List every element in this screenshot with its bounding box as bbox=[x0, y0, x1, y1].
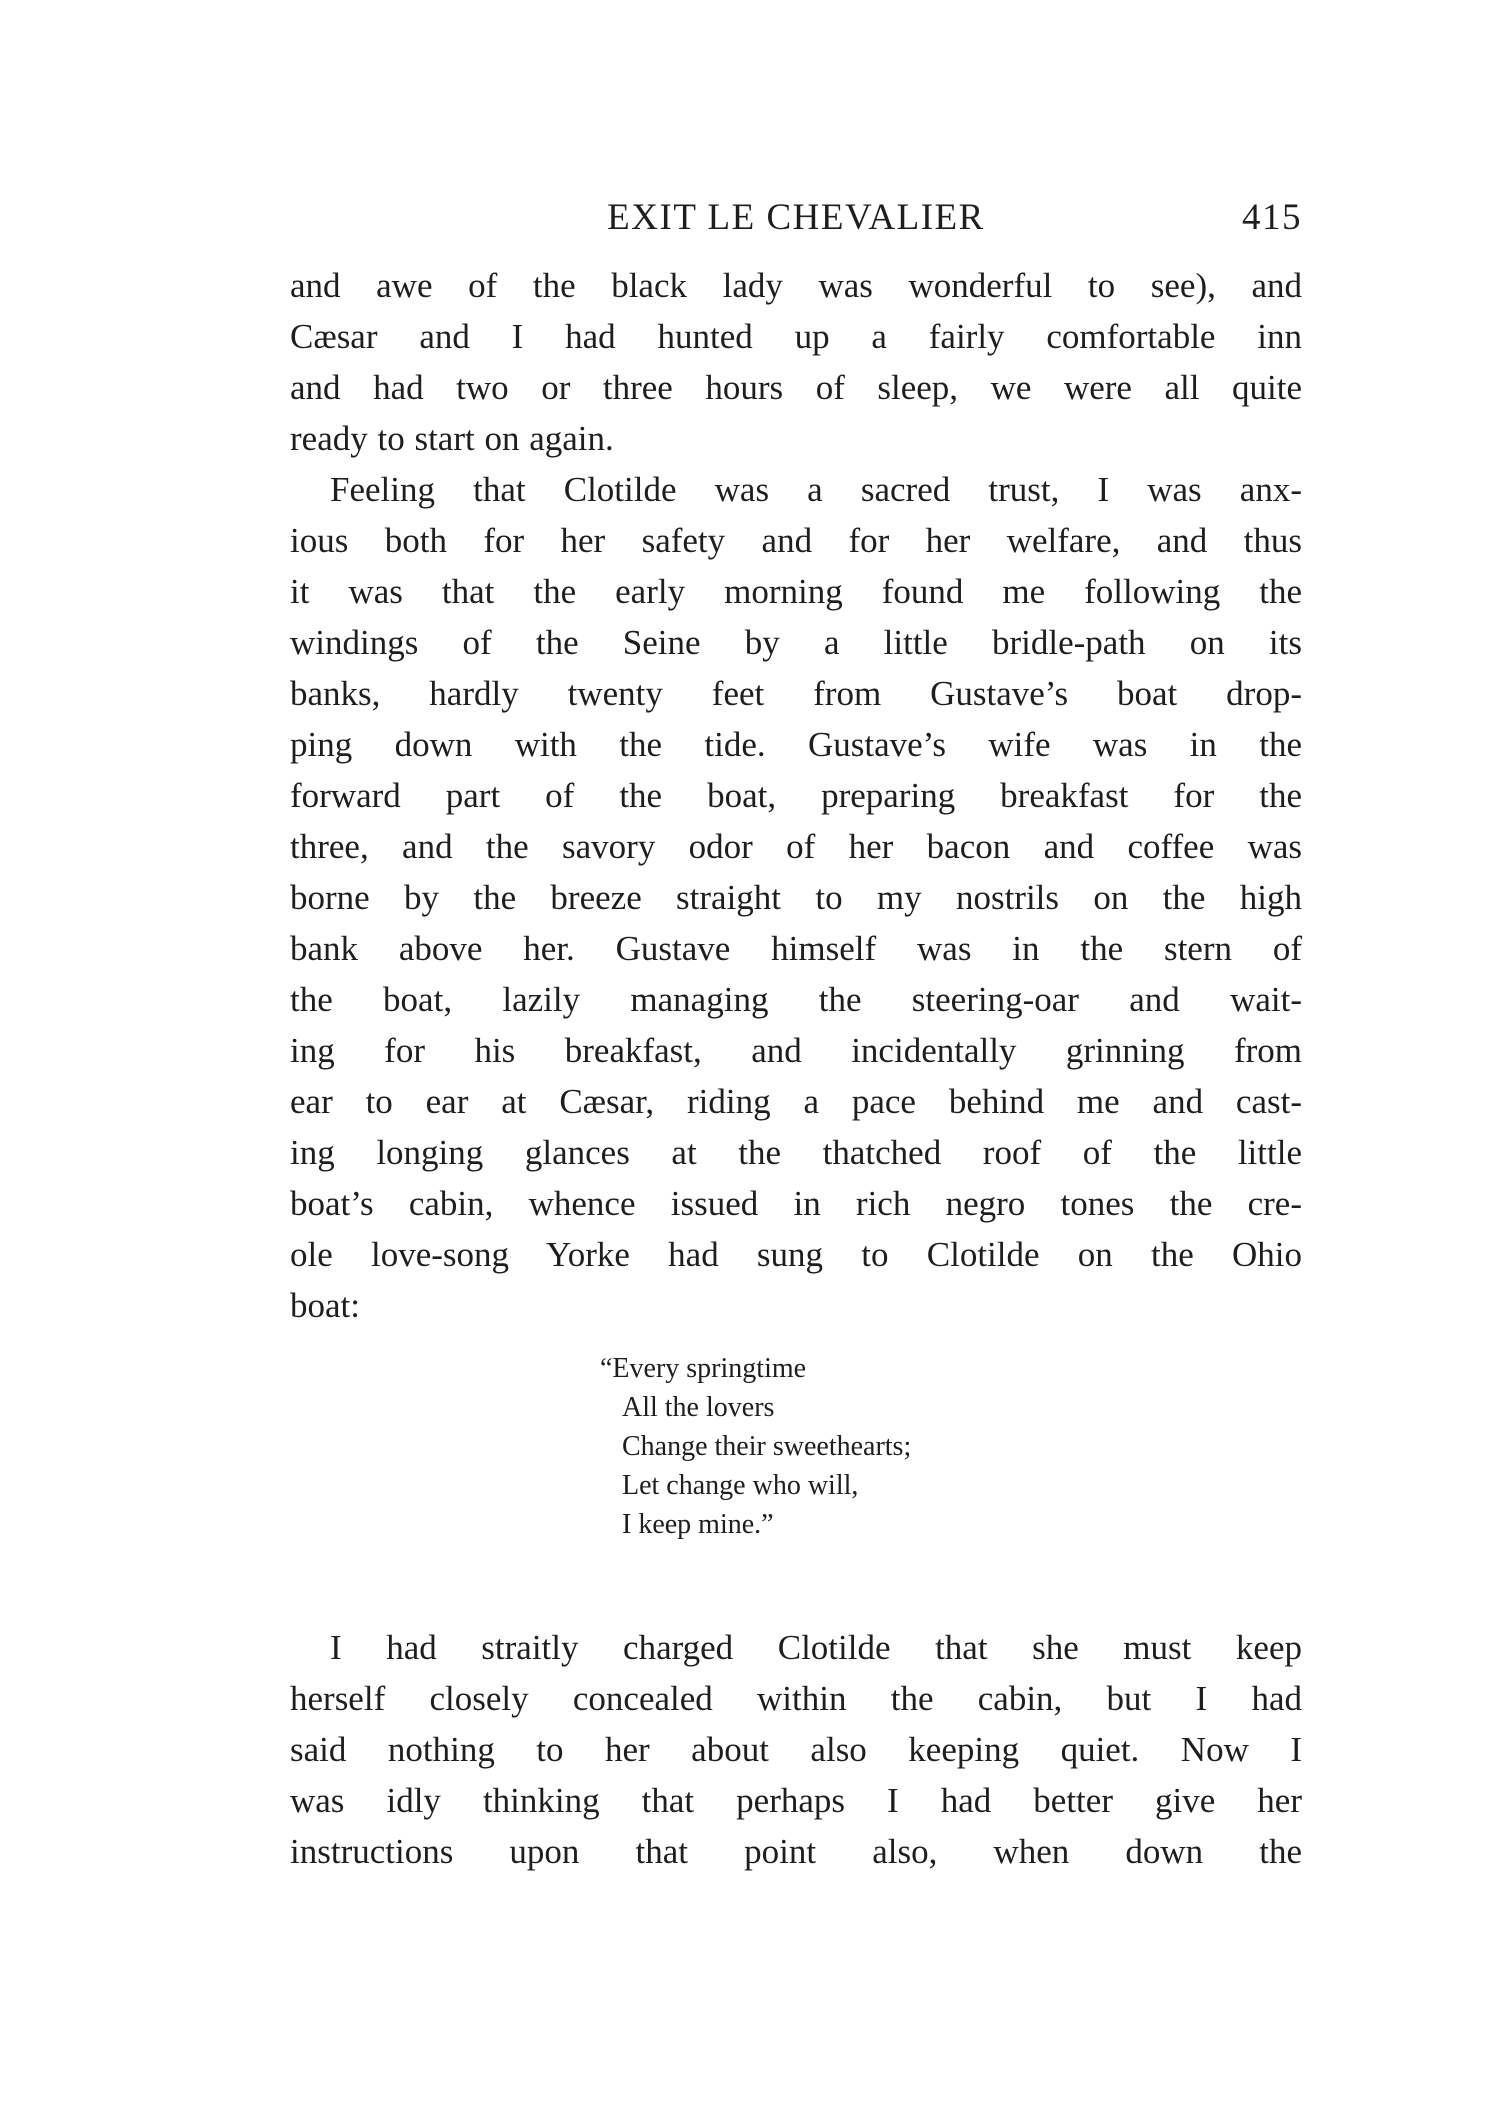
text-line: borne by the breeze straight to my nostrils on the high bbox=[290, 878, 1302, 917]
paragraph-3 bbox=[290, 1622, 1302, 1877]
verse-line: “Every springtime bbox=[600, 1353, 807, 1384]
text-line: it was that the early morning found me following the bbox=[290, 572, 1302, 611]
text-line: I had straitly charged Clotilde that she must keep bbox=[330, 1628, 1302, 1667]
verse-line: Let change who will, bbox=[622, 1470, 859, 1501]
text-line: forward part of the boat, preparing breakfast for the bbox=[290, 776, 1302, 815]
paragraph-2 bbox=[290, 464, 1302, 1331]
chapter-title: EXIT LE CHEVALIER bbox=[607, 197, 985, 238]
text-line: windings of the Seine by a little bridle-path on its bbox=[290, 623, 1302, 662]
text-line: was idly thinking that perhaps I had better give her bbox=[290, 1781, 1302, 1820]
text-line: ole love-song Yorke had sung to Clotilde on the Ohio bbox=[290, 1235, 1302, 1274]
running-head bbox=[290, 190, 1302, 250]
text-line: the boat, lazily managing the steering-oar and wait- bbox=[290, 980, 1302, 1019]
text-line: and had two or three hours of sleep, we were all quite bbox=[290, 368, 1302, 407]
text-line: and awe of the black lady was wonderful to see), and bbox=[290, 266, 1302, 305]
text-line: herself closely concealed within the cabin, but I had bbox=[290, 1679, 1302, 1718]
verse-block bbox=[600, 1349, 1302, 1544]
text-line: Feeling that Clotilde was a sacred trust, I was anx- bbox=[330, 470, 1302, 509]
text-line: ready to start on again. bbox=[290, 419, 614, 458]
page-number: 415 bbox=[1242, 197, 1302, 238]
text-line: Cæsar and I had hunted up a fairly comfortable inn bbox=[290, 317, 1302, 356]
text-line: banks, hardly twenty feet from Gustave’s boat drop- bbox=[290, 674, 1302, 713]
verse-line: All the lovers bbox=[622, 1392, 775, 1423]
verse-line: Change their sweethearts; bbox=[622, 1431, 912, 1462]
text-line: ious both for her safety and for her welfare, and thus bbox=[290, 521, 1302, 560]
text-line: ear to ear at Cæsar, riding a pace behind me and cast- bbox=[290, 1082, 1302, 1121]
text-line: boat: bbox=[290, 1286, 360, 1325]
text-line: bank above her. Gustave himself was in the stern of bbox=[290, 929, 1302, 968]
text-line: ing longing glances at the thatched roof of the little bbox=[290, 1133, 1302, 1172]
paragraph-1 bbox=[290, 260, 1302, 464]
verse-line: I keep mine.” bbox=[622, 1509, 774, 1540]
book-page bbox=[290, 190, 1302, 1877]
text-line: boat’s cabin, whence issued in rich negro tones the cre- bbox=[290, 1184, 1302, 1223]
text-line: three, and the savory odor of her bacon and coffee was bbox=[290, 827, 1302, 866]
text-line: instructions upon that point also, when down the bbox=[290, 1832, 1302, 1871]
text-line: ping down with the tide. Gustave’s wife was in the bbox=[290, 725, 1302, 764]
text-line: said nothing to her about also keeping quiet. Now I bbox=[290, 1730, 1302, 1769]
text-line: ing for his breakfast, and incidentally grinning from bbox=[290, 1031, 1302, 1070]
